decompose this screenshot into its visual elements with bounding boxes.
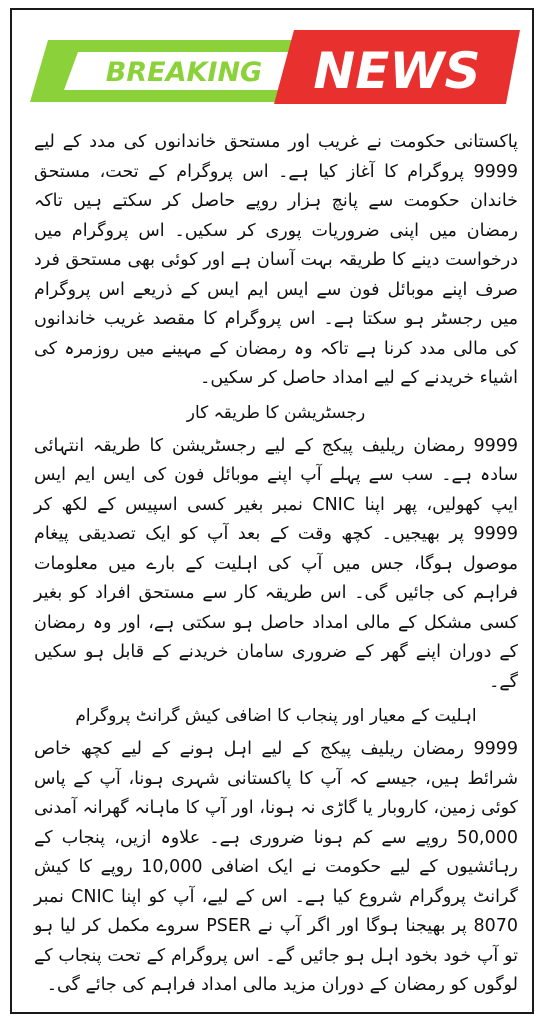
breaking-news-banner xyxy=(12,10,536,118)
article-body xyxy=(34,128,518,1001)
article-paragraph-intro: پاکستانی حکومت نے غریب اور مستحق خاندانوں کی مدد کے لیے 9999 پروگرام کا آغاز کیا ہے۔ اس پروگرام کے تحت، مستحق خاندان حکومت سے پانچ ہزار روپے حاصل کر سکتے ہیں تاکہ رمضان میں اپنی ضروریات پوری کر سکیں۔ اس پروگرام میں درخواست دینے کا طریقہ بہت آسان ہے اور کوئی بھی مستحق فرد صرف اپنے موبائل فون سے ایس ایم ایس کے ذریعے اس پروگرام میں رجسٹر ہو سکتا ہے۔ اس پروگرام کا مقصد غریب خاندانوں کی مالی مدد کرنا ہے تاکہ وہ رمضان کے مہینے میں روزمرہ کی اشیاء خریدنے کے لیے امداد حاصل کر سکیں۔ xyxy=(34,132,518,388)
section-heading-registration: رجسٹریشن کا طریقہ کار xyxy=(186,402,366,423)
article-paragraph-registration: 9999 رمضان ریلیف پیکج کے لیے رجسٹریشن کا طریقہ انتہائی سادہ ہے۔ سب سے پہلے آپ اپنے موبائل فون کی ایس ایم ایس ایپ کھولیں، پھر اپنا CNIC نمبر بغیر کسی اسپیس کے لکھ کر 9999 پر بھیجیں۔ کچھ وقت کے بعد آپ کو ایک تصدیقی پیغام موصول ہوگا، جس میں آپ کی اہلیت کے بارے میں معلومات فراہم کی جائیں گی۔ اس طریقہ کار سے مستحق افراد کو بغیر کسی مشکل کے مالی امداد حاصل ہو سکتی ہے، اور وہ رمضان کے دوران اپنے گھر کے ضروری سامان خریدنے کے قابل ہو سکیں گے۔ xyxy=(34,435,518,692)
article-frame xyxy=(10,8,534,1014)
section-heading-eligibility: اہلیت کے معیار اور پنجاب کا اضافی کیش گرانٹ پروگرام xyxy=(75,706,477,726)
article-paragraph-eligibility: 9999 رمضان ریلیف پیکج کے لیے اہل ہونے کے لیے کچھ خاص شرائط ہیں، جیسے کہ آپ کا پاکستانی شہری ہونا، آپ کے پاس کوئی زمین، کاروبار یا گاڑی نہ ہونا، اور آپ کا ماہانہ گھرانہ آمدنی 50,000 روپے سے کم ہونا ضروری ہے۔ علاوہ ازیں، پنجاب کے رہائشیوں کے لیے حکومت نے ایک اضافی 10,000 روپے کا کیش گرانٹ پروگرام شروع کیا ہے۔ اس کے لیے، آپ کو اپنا CNIC نمبر 8070 پر بھیجنا ہوگا اور اگر آپ نے PSER سروے مکمل کر لیا ہو تو آپ خود بخود اہل ہو جائیں گے۔ اس پروگرام کے تحت پنجاب کے لوگوں کو رمضان کے دوران مزید مالی امداد فراہم کی جائے گی۔ xyxy=(34,739,518,995)
banner-left-word: BREAKING xyxy=(105,57,263,88)
banner-right-word: NEWS xyxy=(313,42,481,100)
